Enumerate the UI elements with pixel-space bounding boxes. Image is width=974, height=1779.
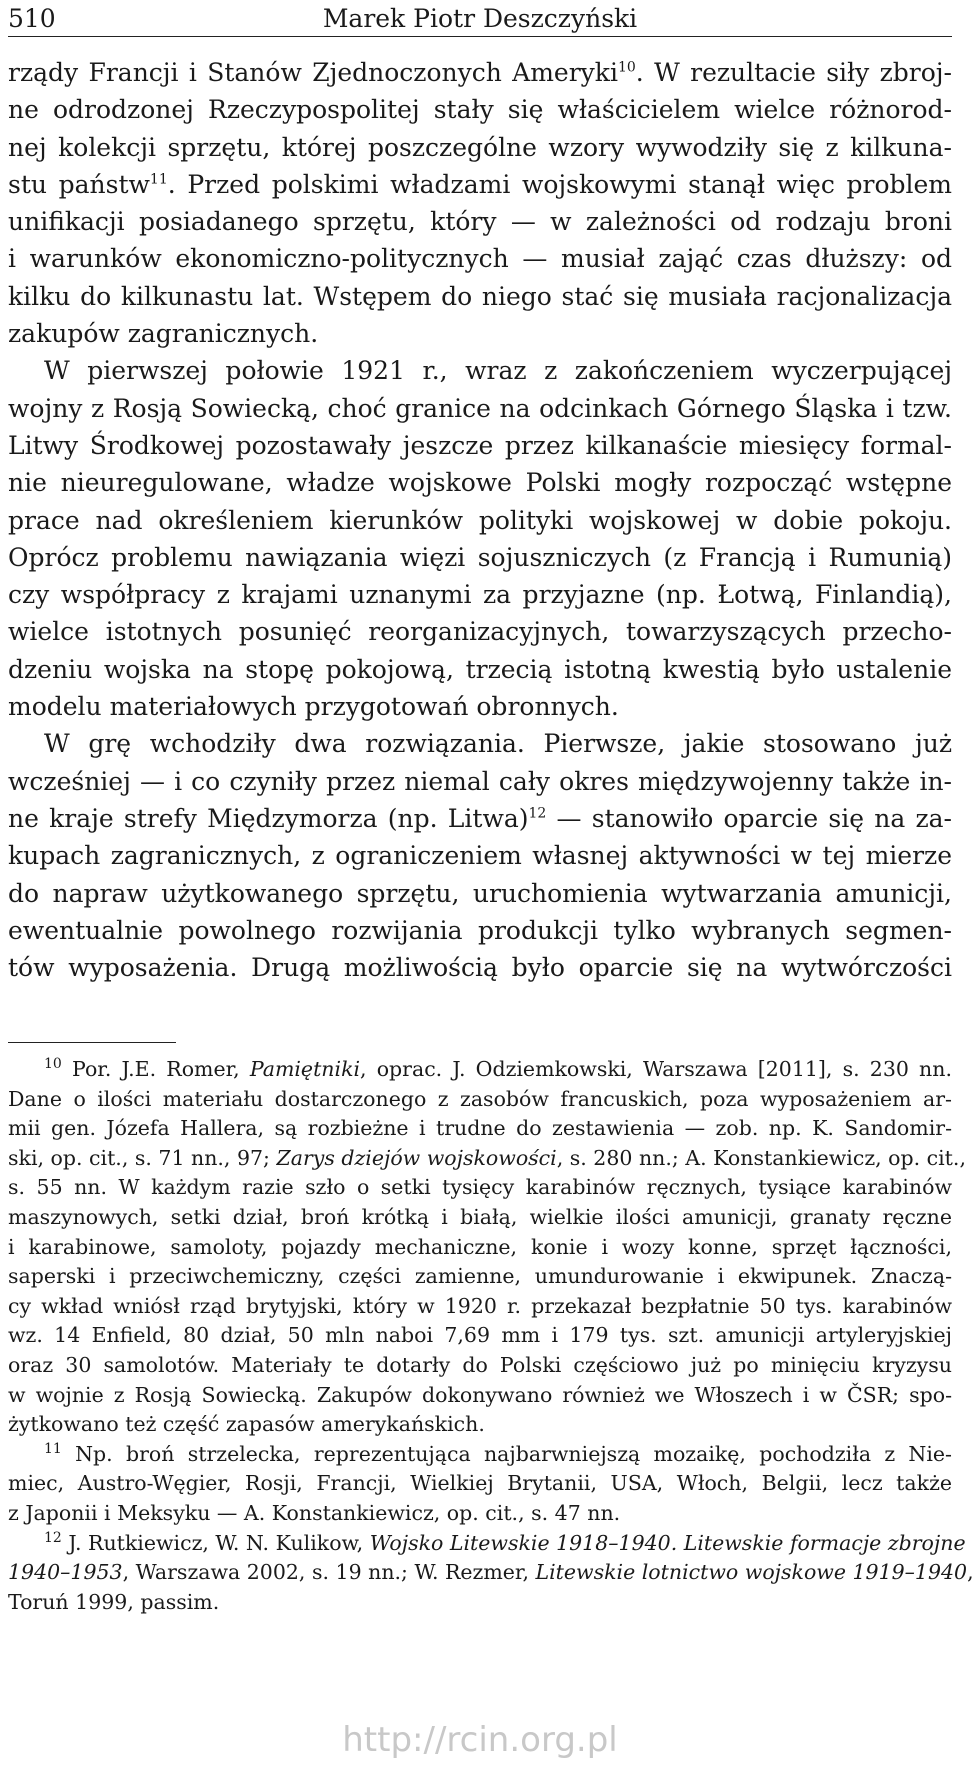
body-text-run: nie nieuregulowane, władze wojskowe Polski mogły rozpocząć wstępne xyxy=(8,468,952,498)
footnote-text: w wojnie z Rosją Sowiecką. Zakupów dokonywano również we Włoszech i w ČSR; spo- xyxy=(8,1382,952,1407)
footnote-line xyxy=(8,1173,952,1203)
body-line xyxy=(8,688,952,725)
footnote-text: Por. J.E. Romer, xyxy=(61,1057,250,1081)
footnote-title: Pamiętniki xyxy=(249,1057,361,1081)
footnote-text: ski, op. cit., s. 71 nn., 97; xyxy=(8,1145,277,1170)
body-text-run: . W rezultacie siły zbroj- xyxy=(635,58,952,87)
body-line xyxy=(8,166,952,203)
footnote-text: , s. 280 nn.; A. Konstankiewicz, op. cit., xyxy=(556,1145,966,1170)
footnote-line xyxy=(8,1440,952,1470)
body-text-run: dzeniu wojska na stopę pokojową, trzecią istotną kwestią było ustalenie xyxy=(8,654,952,684)
footnote-line xyxy=(8,1469,952,1499)
body-text-run: do napraw użytkowanego sprzętu, uruchomienia wytwarzania amunicji, xyxy=(8,878,952,908)
footnote-text: saperski i przeciwchemiczny, części zamienne, umundurowanie i ekwipunek. Znaczą- xyxy=(8,1264,952,1289)
body-line xyxy=(8,613,952,650)
footnote-line xyxy=(8,1351,952,1381)
body-line xyxy=(8,240,952,277)
footnote-number: 11 xyxy=(44,1440,62,1457)
footnote-line xyxy=(8,1233,952,1263)
body-text-run: ne odrodzonej Rzeczypospolitej stały się właścicielem wielce różnorod- xyxy=(8,95,952,125)
body-text-run: tów wyposażenia. Drugą możliwością było oparcie się na wytwórczości xyxy=(8,953,952,983)
body-line xyxy=(8,949,952,986)
footnote-line xyxy=(8,1055,952,1085)
body-line xyxy=(8,315,952,352)
body-text-run: . Przed polskimi władzami wojskowymi stanął więc problem xyxy=(167,169,952,199)
footnote-text: z Japonii i Meksyku — A. Konstankiewicz, op. cit., s. 47 nn. xyxy=(8,1500,621,1525)
body-text-run: rządy Francji i Stanów Zjednoczonych Ameryki xyxy=(8,58,618,87)
body-text-run: ne kraje strefy Międzymorza (np. Litwa) xyxy=(8,803,529,833)
body-line xyxy=(8,539,952,576)
body-text-run: i warunków ekonomiczno-politycznych — musiał zająć czas dłuższy: od xyxy=(8,244,952,274)
footnote-line xyxy=(8,1321,952,1351)
body-text-run: nej kolekcji sprzętu, której poszczególne wzory wywodziły się z kilkuna- xyxy=(8,132,952,162)
footnote-line xyxy=(8,1114,952,1144)
footnote-text: maszynowych, setki dział, broń krótką i białą, wielkie ilości amunicji, granaty ręczne xyxy=(8,1204,952,1229)
body-text-run: kilku do kilkunastu lat. Wstępem do niego stać się musiała racjonalizacja xyxy=(8,281,952,311)
footnote-text: Dane o ilości materiału dostarczonego z zasobów francuskich, poza wyposażeniem ar- xyxy=(8,1086,952,1111)
body-line xyxy=(8,464,952,501)
body-line xyxy=(8,352,952,389)
body-text-run: wielce istotnych posunięć reorganizacyjnych, towarzyszących przecho- xyxy=(8,617,952,647)
footnote-number: 12 xyxy=(44,1529,62,1546)
footnote-title: Wojsko Litewskie 1918–1940. Litewskie formacje zbrojne xyxy=(369,1530,966,1555)
footnote-text: Np. broń strzelecka, reprezentująca najbarwniejszą mozaikę, pochodziła z Nie- xyxy=(61,1441,952,1466)
body-line xyxy=(8,129,952,166)
footnote-text: Toruń 1999, passim. xyxy=(8,1589,220,1614)
footnote-line xyxy=(8,1144,966,1174)
footnote-line xyxy=(8,1381,952,1411)
body-line xyxy=(8,278,952,315)
page-header xyxy=(8,0,952,37)
body-line xyxy=(8,912,952,949)
footnote-line xyxy=(8,1410,952,1440)
body-text-run: kupach zagranicznych, z ograniczeniem własnej aktywności w tej mierze xyxy=(8,841,952,871)
body-text-run: wojny z Rosją Sowiecką, choć granice na odcinkach Górnego Śląska i tzw. xyxy=(8,393,952,423)
footnote-line xyxy=(8,1262,952,1292)
body-text-run: unifikacji posiadanego sprzętu, który — w zależności od rodzaju broni xyxy=(8,207,952,237)
footnote-line xyxy=(8,1085,952,1115)
body-line xyxy=(8,576,952,613)
watermark: http://rcin.org.pl xyxy=(342,1720,618,1760)
footnotes xyxy=(8,1055,974,1617)
body-text-run: — stanowiło oparcie się na za- xyxy=(546,803,952,833)
body-line xyxy=(8,427,952,464)
page-number: 510 xyxy=(8,4,56,33)
footnote-text: żytkowano też część zapasów amerykańskich. xyxy=(8,1412,485,1437)
body-text xyxy=(8,54,952,986)
footnote-rule xyxy=(8,1042,176,1043)
footnote-text: J. Rutkiewicz, W. N. Kulikow, xyxy=(61,1530,370,1555)
body-line xyxy=(8,800,952,837)
footnote-text: , xyxy=(967,1560,974,1585)
body-line xyxy=(8,875,952,912)
footnote-text: cy wkład wniósł rząd brytyjski, który w 1920 r. przekazał bezpłatnie 50 tys. karabinów xyxy=(8,1293,952,1318)
footnote-ref: 12 xyxy=(528,805,547,822)
footnote-title: 1940–1953 xyxy=(8,1560,123,1585)
footnote-text: , Warszawa 2002, s. 19 nn.; W. Rezmer, xyxy=(122,1560,536,1585)
footnote-text: miec, Austro-Węgier, Rosji, Francji, Wielkiej Brytanii, USA, Włoch, Belgii, lecz także xyxy=(8,1471,952,1496)
body-text-run: W grę wchodziły dwa rozwiązania. Pierwsze, jakie stosowano już xyxy=(44,729,952,759)
body-text-run: prace nad określeniem kierunków polityki wojskowej w dobie pokoju. xyxy=(8,505,952,535)
body-line xyxy=(8,763,952,800)
footnote-line xyxy=(8,1499,952,1529)
body-text-run: stu państw xyxy=(8,169,150,199)
footnote-text: mii gen. Józefa Hallera, są rozbieżne i trudne do zestawienia — zob. np. K. Sandomir- xyxy=(8,1116,952,1141)
footnote-text: , oprac. J. Odziemkowski, Warszawa [2011], s. 230 nn. xyxy=(360,1057,952,1081)
footnote-ref: 11 xyxy=(149,171,168,188)
footnote-number: 10 xyxy=(44,1056,62,1073)
body-line xyxy=(8,651,952,688)
body-line xyxy=(8,502,952,539)
running-head: Marek Piotr Deszczyński xyxy=(322,4,638,33)
body-text-run: ewentualnie powolnego rozwijania produkcji tylko wybranych segmen- xyxy=(8,915,952,945)
footnote-line xyxy=(8,1558,974,1588)
footnote-title: Litewskie lotnictwo wojskowe 1919–1940 xyxy=(535,1560,968,1585)
footnote-title: Zarys dziejów wojskowości xyxy=(276,1145,557,1170)
footnote-line xyxy=(8,1292,952,1322)
footnote-line xyxy=(8,1588,952,1618)
body-line xyxy=(8,837,952,874)
body-line xyxy=(8,203,952,240)
footnote-text: oraz 30 samolotów. Materiały te dotarły do Polski częściowo już po minięciu kryzysu xyxy=(8,1352,952,1377)
body-text-run: Oprócz problemu nawiązania więzi sojuszniczych (z Francją i Rumunią) xyxy=(8,542,952,572)
footnote-line xyxy=(8,1529,966,1559)
body-line xyxy=(8,390,952,427)
body-text-run: Litwy Środkowej pozostawały jeszcze przez kilkanaście miesięcy formal- xyxy=(8,430,952,460)
body-line xyxy=(8,54,952,91)
footnote-text: wz. 14 Enfield, 80 dział, 50 mln naboi 7,69 mm i 179 tys. szt. amunicji artyleryjskiej xyxy=(8,1323,952,1348)
footnote-ref: 10 xyxy=(617,59,636,76)
body-text-run: W pierwszej połowie 1921 r., wraz z zakończeniem wyczerpującej xyxy=(44,356,952,386)
body-line xyxy=(8,725,952,762)
body-text-run: wcześniej — i co czyniły przez niemal cały okres międzywojenny także in- xyxy=(8,766,952,796)
footnote-line xyxy=(8,1203,952,1233)
body-text-run: modelu materiałowych przygotowań obronnych. xyxy=(8,692,619,722)
footnote-text: s. 55 nn. W każdym razie szło o setki tysięcy karabinów ręcznych, tysiące karabinów xyxy=(8,1175,952,1200)
body-line xyxy=(8,91,952,128)
body-text-run: zakupów zagranicznych. xyxy=(8,319,319,349)
body-text-run: czy współpracy z krajami uznanymi za przyjazne (np. Łotwą, Finlandią), xyxy=(8,580,952,610)
footnote-text: i karabinowe, samoloty, pojazdy mechaniczne, konie i wozy konne, sprzęt łączności, xyxy=(8,1234,952,1259)
